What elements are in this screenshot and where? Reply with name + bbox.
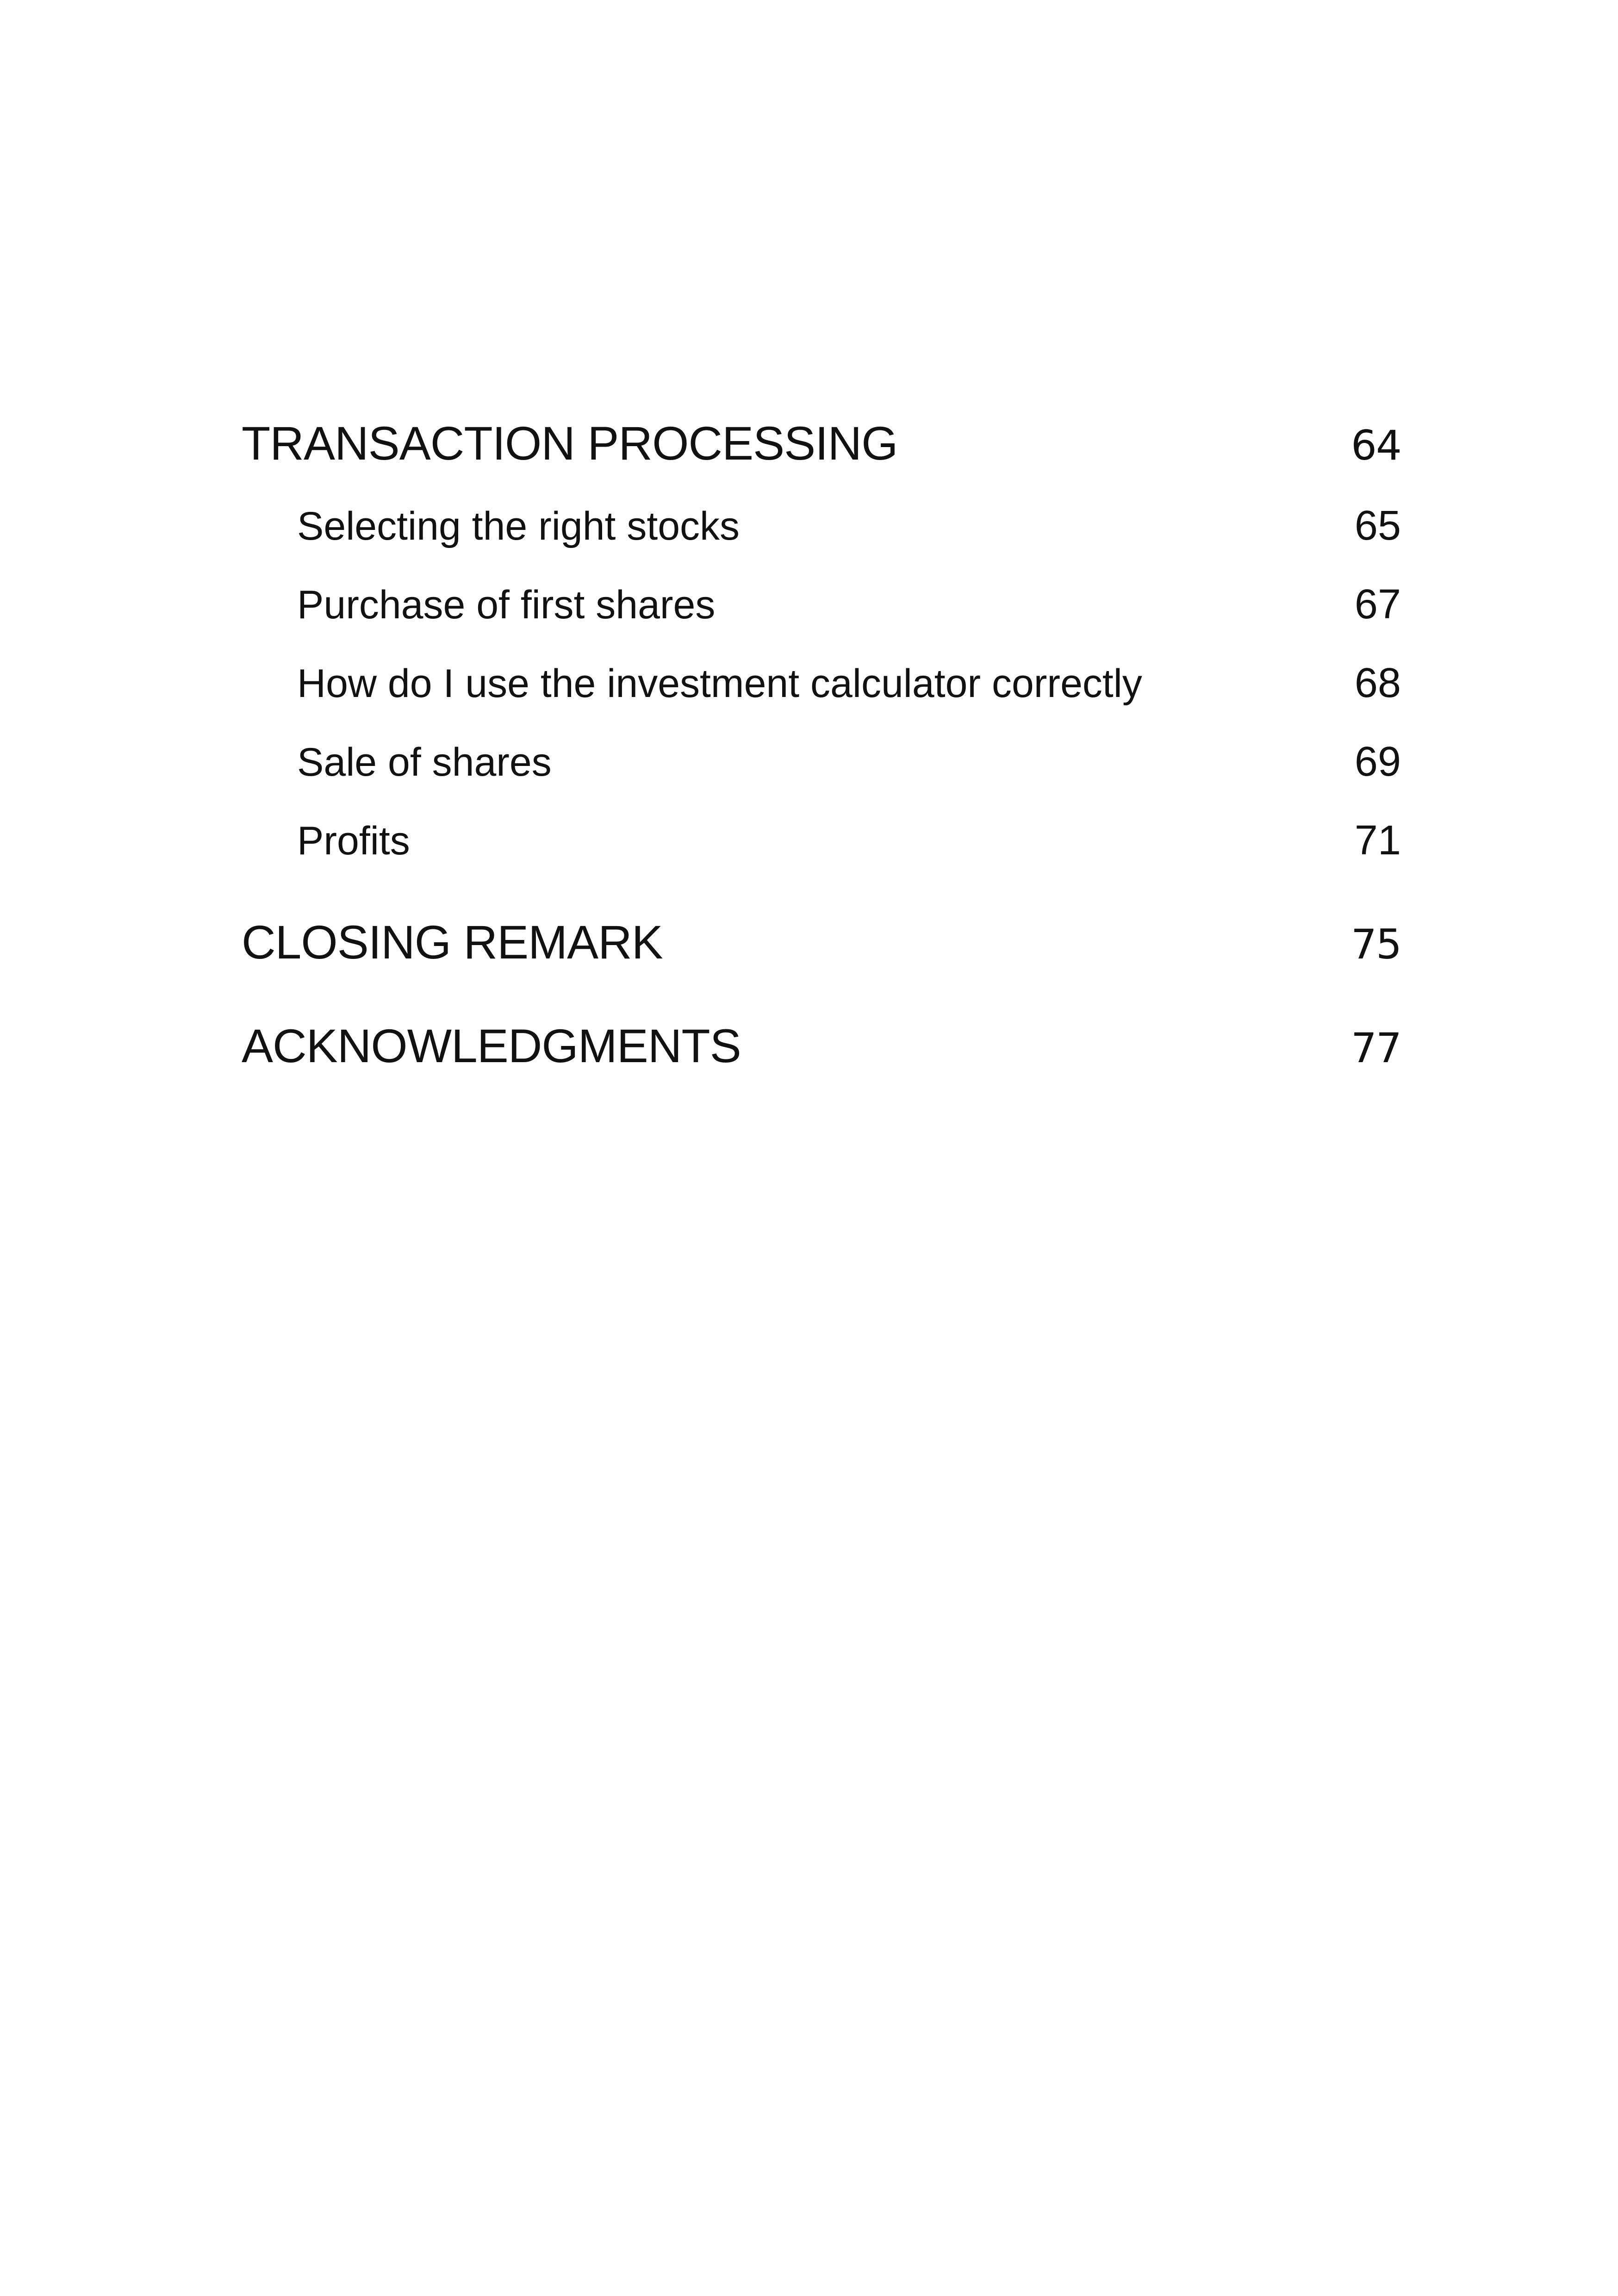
toc-page-number: 69 [1354,739,1401,785]
toc-chapter-closing-remark[interactable] [242,915,1401,970]
toc-chapter-title: CLOSING REMARK [242,916,663,969]
toc-section-title: Profits [297,819,410,863]
toc-page-number: 77 [1351,1024,1401,1072]
toc-section-title: Purchase of first shares [297,583,716,627]
toc-section-selecting-stocks[interactable] [242,502,1401,550]
toc-page-number: 67 [1354,581,1401,628]
toc-page-number: 64 [1351,422,1401,469]
toc-section-purchase-first-shares[interactable] [242,581,1401,628]
toc-page-number: 75 [1351,921,1401,968]
toc-section-sale-of-shares[interactable] [242,738,1401,786]
toc-section-title: How do I use the investment calculator correctly [297,661,1142,706]
toc-page-number: 65 [1354,503,1401,549]
toc-section-title: Sale of shares [297,740,552,784]
toc-section-title: Selecting the right stocks [297,504,740,548]
toc-chapter-transaction-processing[interactable] [242,417,1401,471]
toc-chapter-title: ACKNOWLEDGMENTS [242,1020,741,1072]
toc-section-investment-calculator[interactable] [242,660,1401,707]
toc-section-profits[interactable] [242,817,1401,865]
toc-page-number: 71 [1354,817,1401,864]
toc-chapter-title: TRANSACTION PROCESSING [242,417,898,470]
toc-page-number: 68 [1354,660,1401,706]
toc-chapter-acknowledgments[interactable] [242,1019,1401,1073]
